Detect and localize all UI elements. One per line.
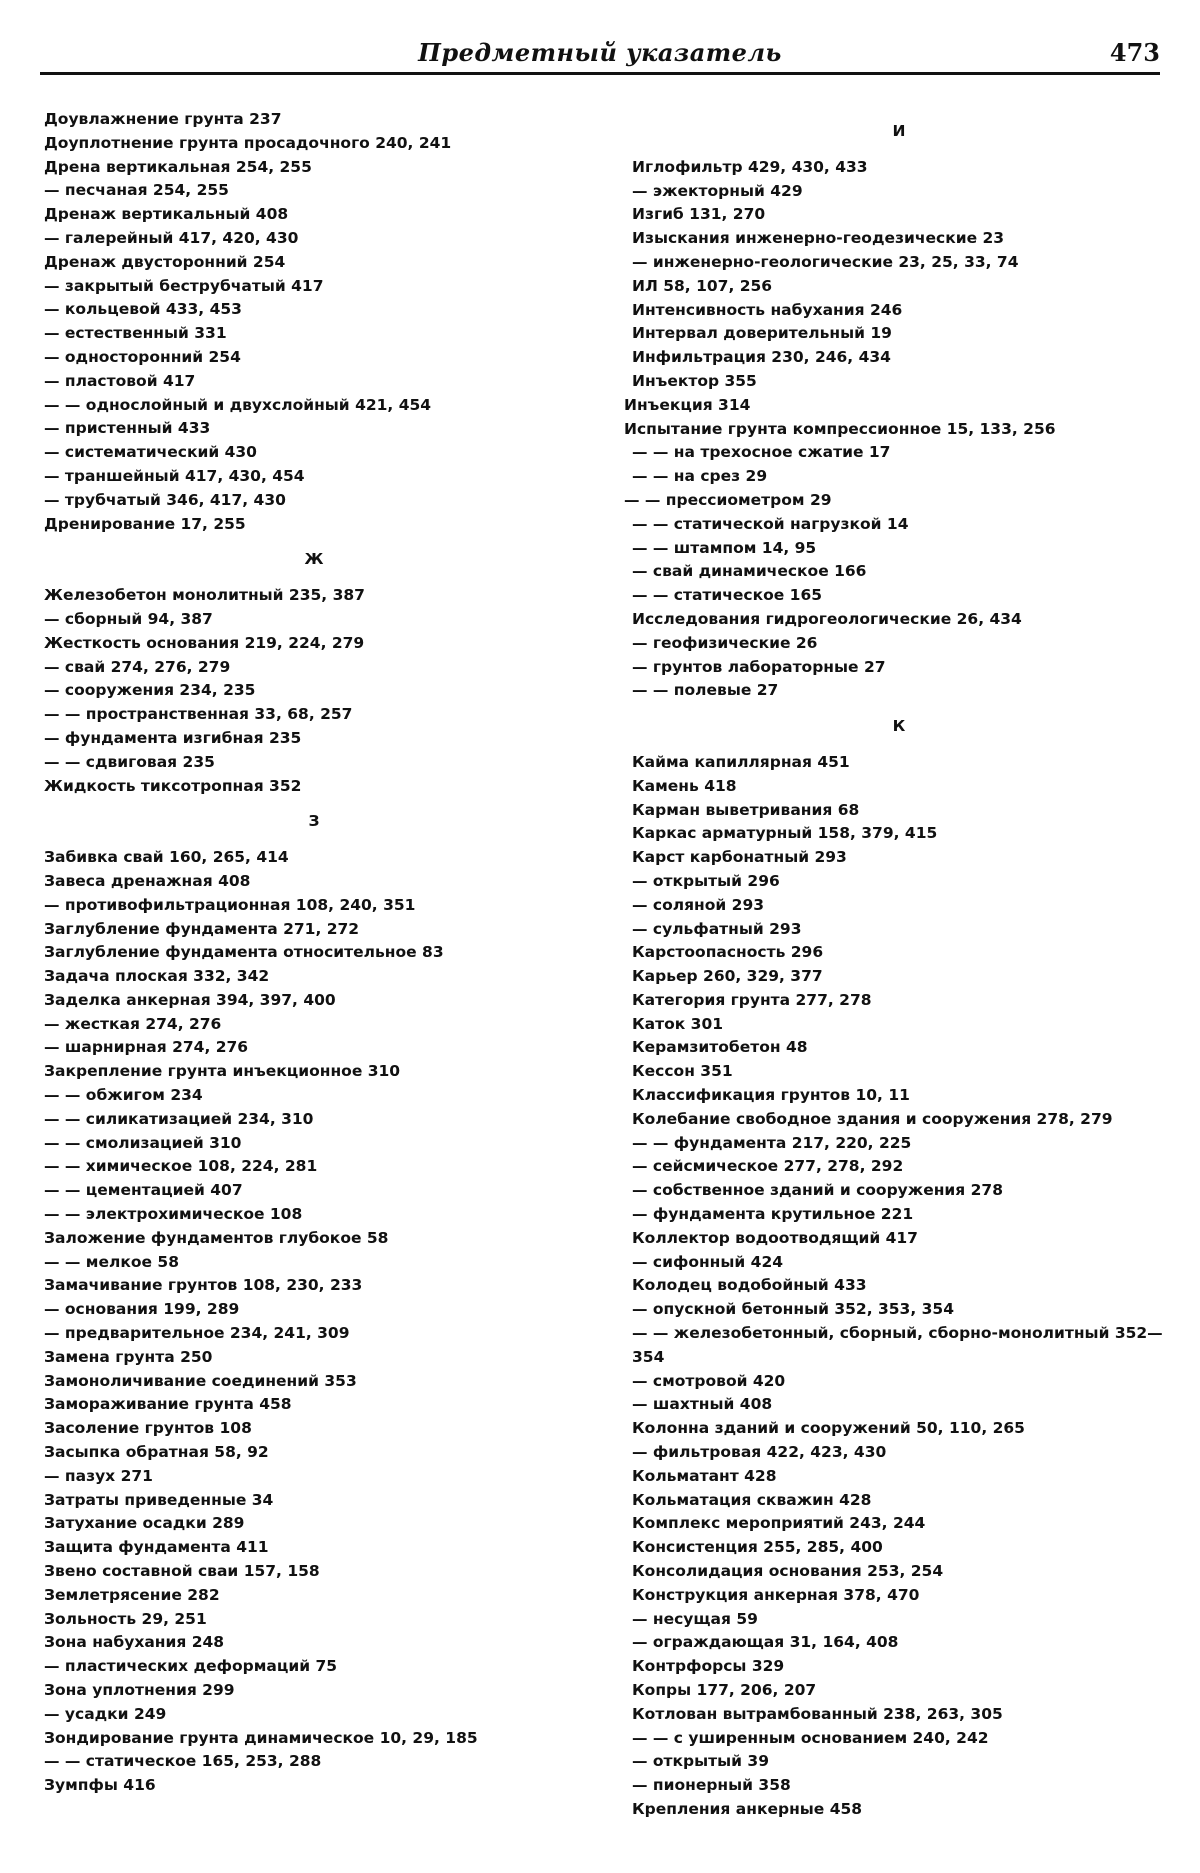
index-entry: — усадки 249 [44, 1704, 167, 1723]
index-entry: — шахтный 408 [632, 1395, 773, 1414]
index-entry: — основания 199, 289 [44, 1300, 240, 1319]
index-entry: — пластовой 417 [44, 371, 196, 390]
index-entry: Замачивание грунтов 108, 230, 233 [44, 1276, 363, 1295]
index-entry: Кольматация скважин 428 [632, 1490, 872, 1509]
index-entry: Заглубление фундамента относительное 83 [44, 943, 444, 962]
index-entry: Керамзитобетон 48 [632, 1038, 808, 1057]
index-entry: Заглубление фундамента 271, 272 [44, 919, 360, 938]
index-entry: Контрфорсы 329 [632, 1657, 785, 1676]
index-entry: — смотровой 420 [632, 1371, 786, 1390]
index-entry: — свай динамическое 166 [632, 562, 867, 581]
index-entry: Карст карбонатный 293 [632, 848, 847, 867]
index-entry: Закрепление грунта инъекционное 310 [44, 1062, 401, 1081]
index-entry: — предварительное 234, 241, 309 [44, 1324, 350, 1343]
index-entry: Инъекция 314 [624, 395, 751, 414]
index-entry: Копры 177, 206, 207 [632, 1681, 817, 1699]
index-entry: Изгиб 131, 270 [632, 205, 766, 224]
index-entry: — кольцевой 433, 453 [44, 300, 242, 319]
index-section-letter: К [892, 717, 906, 736]
index-entry: Зольность 29, 251 [44, 1609, 207, 1628]
index-entry: — — смолизацией 310 [44, 1133, 242, 1152]
index-entry: Звено составной сваи 157, 158 [44, 1562, 320, 1581]
index-entry: — — прессиометром 29 [624, 490, 832, 509]
index-entry: — — электрохимическое 108 [44, 1205, 303, 1224]
index-entry: — инженерно-геологические 23, 25, 33, 74 [632, 252, 1019, 271]
index-entry: Затраты приведенные 34 [44, 1490, 274, 1509]
index-entry: Камень 418 [632, 776, 737, 795]
index-entry: — — силикатизацией 234, 310 [44, 1109, 314, 1128]
index-entry: Классификация грунтов 10, 11 [632, 1086, 910, 1105]
index-entry: — пионерный 358 [632, 1776, 791, 1795]
index-entry: Забивка свай 160, 265, 414 [44, 848, 289, 867]
index-entry: — естественный 331 [44, 324, 227, 343]
index-entry: — трубчатый 346, 417, 430 [44, 490, 286, 509]
index-entry: — эжекторный 429 [632, 181, 803, 200]
index-entry: Испытание грунта компрессионное 15, 133, 256 [624, 419, 1056, 438]
index-entry: Засоление грунтов 108 [44, 1419, 252, 1438]
index-entry: — пристенный 433 [44, 419, 211, 438]
index-entry: — геофизические 26 [632, 633, 818, 652]
index-entry: Кольматант 428 [632, 1466, 777, 1485]
index-entry: Колебание свободное здания и сооружения 278, 279 [632, 1109, 1113, 1128]
index-entry: — траншейный 417, 430, 454 [44, 466, 305, 485]
index-entry: — — статическое 165 [632, 586, 823, 605]
index-entry: — противофильтрационная 108, 240, 351 [44, 895, 416, 914]
index-section-letter: Ж [304, 550, 324, 569]
index-entry: — открытый 39 [632, 1752, 769, 1771]
index-entry: Доувлажнение грунта 237 [44, 110, 282, 128]
index-entry: — — штампом 14, 95 [632, 538, 817, 557]
index-entry: — соляной 293 [632, 895, 765, 914]
index-entry: — — на трехосное сжатие 17 [632, 443, 891, 462]
index-entry: Изыскания инженерно-геодезические 23 [632, 229, 1005, 248]
index-entry: Дренирование 17, 255 [44, 514, 246, 533]
index-entry: ИЛ 58, 107, 256 [632, 276, 773, 295]
index-entry: — песчаная 254, 255 [44, 181, 229, 200]
index-entry: — — полевые 27 [632, 681, 779, 700]
index-entry: — — сдвиговая 235 [44, 752, 215, 771]
index-entry: Дрена вертикальная 254, 255 [44, 157, 312, 176]
index-entry: — ограждающая 31, 164, 408 [632, 1633, 899, 1652]
index-entry: Зондирование грунта динамическое 10, 29, 185 [44, 1728, 478, 1747]
index-entry: — опускной бетонный 352, 353, 354 [632, 1300, 954, 1319]
index-entry: Инфильтрация 230, 246, 434 [632, 348, 891, 367]
index-entry: Карман выветривания 68 [632, 800, 860, 819]
index-entry: Каркас арматурный 158, 379, 415 [632, 824, 938, 843]
index-entry: — жесткая 274, 276 [44, 1014, 222, 1033]
index-entry: Колодец водобойный 433 [632, 1276, 867, 1295]
index-entry: — — цементацией 407 [44, 1181, 243, 1200]
index-entry: — сульфатный 293 [632, 919, 802, 938]
index-entry: — закрытый беструбчатый 417 [44, 276, 324, 295]
index-entry: — сифонный 424 [632, 1252, 784, 1271]
index-section-letter: И [892, 122, 906, 140]
page-title: Предметный указатель [418, 38, 782, 67]
index-column-right [624, 108, 1174, 1853]
index-entry: — фундамента изгибная 235 [44, 728, 302, 747]
index-entry: Замораживание грунта 458 [44, 1395, 292, 1414]
index-entry: — галерейный 417, 420, 430 [44, 228, 299, 247]
index-entry: Каток 301 [632, 1014, 724, 1033]
index-entry: — сейсмическое 277, 278, 292 [632, 1157, 904, 1176]
index-entry: — пластических деформаций 75 [44, 1657, 338, 1676]
index-entry: — — на срез 29 [632, 467, 768, 486]
index-entry: Котлован вытрамбованный 238, 263, 305 [632, 1704, 1003, 1723]
header-rule [40, 72, 1160, 75]
index-entry: — — мелкое 58 [44, 1252, 179, 1271]
index-entry: Иглофильтр 429, 430, 433 [632, 157, 868, 176]
index-entry: Защита фундамента 411 [44, 1538, 269, 1557]
page-number: 473 [1109, 38, 1160, 67]
index-entry: — пазух 271 [44, 1466, 153, 1485]
index-entry: — — однослойный и двухслойный 421, 454 [44, 395, 432, 414]
index-entry: — — железобетонный, сборный, сборно-монолитный 352—354 [632, 1324, 1163, 1366]
index-entry: Заложение фундаментов глубокое 58 [44, 1228, 389, 1247]
index-entry: Колонна зданий и сооружений 50, 110, 265 [632, 1419, 1025, 1438]
index-entry: Землетрясение 282 [44, 1585, 220, 1604]
index-entry: — — статической нагрузкой 14 [632, 514, 909, 533]
index-entry: Дренаж двусторонний 254 [44, 252, 286, 271]
index-entry: Зумпфы 416 [44, 1776, 156, 1795]
index-entry: Интервал доверительный 19 [632, 324, 892, 343]
index-entry: Заделка анкерная 394, 397, 400 [44, 990, 336, 1009]
index-entry: Кессон 351 [632, 1062, 733, 1081]
index-entry: — свай 274, 276, 279 [44, 657, 231, 676]
index-entry: — — фундамента 217, 220, 225 [632, 1133, 912, 1152]
index-entry: Доуплотнение грунта просадочного 240, 241 [44, 133, 452, 152]
index-entry: Завеса дренажная 408 [44, 871, 251, 890]
index-entry: Замоноличивание соединений 353 [44, 1371, 357, 1390]
index-entry: — сборный 94, 387 [44, 609, 213, 628]
index-entry: Железобетон монолитный 235, 387 [44, 586, 365, 605]
index-entry: — систематический 430 [44, 443, 257, 462]
index-entry: Крепления анкерные 458 [632, 1799, 863, 1818]
index-entry: Задача плоская 332, 342 [44, 967, 270, 986]
index-entry: — сооружения 234, 235 [44, 681, 256, 700]
index-entry: — несущая 59 [632, 1609, 758, 1628]
index-entry: Засыпка обратная 58, 92 [44, 1443, 269, 1462]
index-entry: Консистенция 255, 285, 400 [632, 1538, 883, 1557]
index-entry: Жидкость тиксотропная 352 [44, 776, 302, 795]
index-entry: — — с уширенным основанием 240, 242 [632, 1728, 989, 1747]
index-entry: — собственное зданий и сооружения 278 [632, 1181, 1003, 1200]
index-entry: Конструкция анкерная 378, 470 [632, 1585, 920, 1604]
index-entry: Комплекс мероприятий 243, 244 [632, 1514, 926, 1533]
index-entry: Интенсивность набухания 246 [632, 300, 903, 319]
index-entry: Инъектор 355 [632, 371, 757, 390]
index-entry: Консолидация основания 253, 254 [632, 1562, 944, 1581]
index-entry: — открытый 296 [632, 871, 780, 890]
index-entry: Категория грунта 277, 278 [632, 990, 872, 1009]
index-column-left [44, 108, 584, 1853]
index-entry: — фундамента крутильное 221 [632, 1205, 914, 1224]
index-entry: Замена грунта 250 [44, 1347, 213, 1366]
index-entry: Затухание осадки 289 [44, 1514, 245, 1533]
index-entry: — односторонний 254 [44, 347, 241, 366]
index-entry: Кайма капиллярная 451 [632, 752, 850, 771]
index-entry: — шарнирная 274, 276 [44, 1038, 249, 1057]
index-entry: Жесткость основания 219, 224, 279 [44, 633, 365, 652]
index-entry: — фильтровая 422, 423, 430 [632, 1443, 887, 1462]
index-entry: Исследования гидрогеологические 26, 434 [632, 609, 1022, 628]
index-entry: — — химическое 108, 224, 281 [44, 1157, 318, 1176]
index-entry: Зона уплотнения 299 [44, 1681, 235, 1699]
index-entry: — — обжигом 234 [44, 1086, 203, 1105]
index-section-letter: З [308, 812, 320, 831]
index-entry: — — статическое 165, 253, 288 [44, 1752, 322, 1771]
index-entry: Дренаж вертикальный 408 [44, 205, 289, 224]
index-entry: Карьер 260, 329, 377 [632, 967, 823, 986]
index-entry: Карстоопасность 296 [632, 943, 824, 962]
index-entry: — — пространственная 33, 68, 257 [44, 705, 353, 724]
index-entry: — грунтов лабораторные 27 [632, 657, 886, 676]
index-entry: Зона набухания 248 [44, 1633, 225, 1652]
index-entry: Коллектор водоотводящий 417 [632, 1228, 918, 1247]
